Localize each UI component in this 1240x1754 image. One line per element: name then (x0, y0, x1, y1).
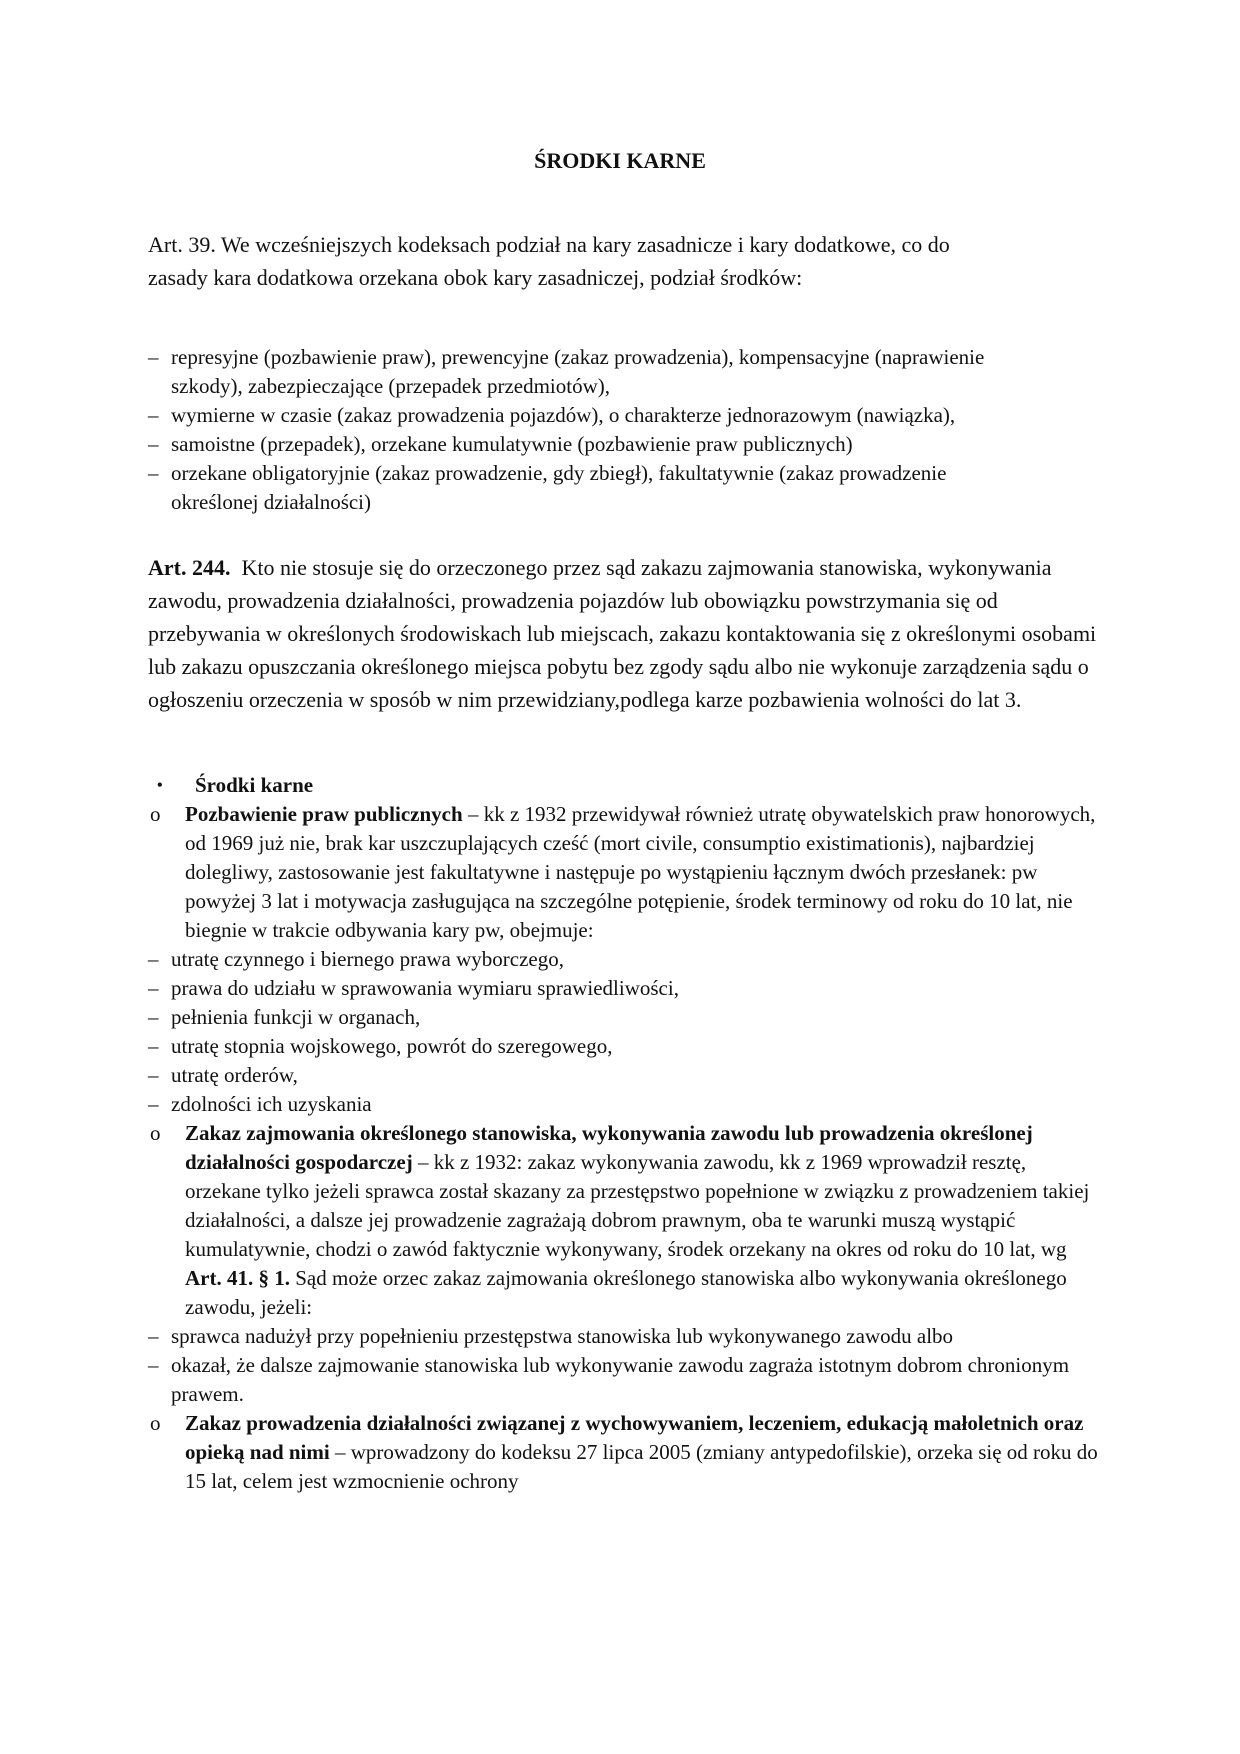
sub-list-item: – pełnienia funkcji w organach, (148, 1005, 421, 1029)
dash-marker: – (148, 403, 159, 427)
dash-marker: – (148, 461, 159, 485)
article-244-paragraph (148, 551, 1098, 716)
bullet-icon: • (157, 777, 163, 794)
intro-line-1: Art. 39. We wcześniejszych kodeksach podział na kary zasadnicze i kary dodatkowe, co do (148, 232, 950, 257)
penal-measures-section (148, 771, 1098, 1496)
article-244-label: Art. 244. (148, 555, 231, 580)
section-heading: • Środki karne (148, 771, 1098, 800)
circle-marker-icon: o (150, 1411, 161, 1435)
sub-list-item: – prawa do udziału w sprawowania wymiaru sprawiedliwości, (148, 976, 679, 1000)
measure-item-occupation-ban (148, 1119, 1098, 1322)
intro-line-2: zasady kara dodatkowa orzekana obok kary zasadniczej, podział środków: (148, 265, 803, 290)
dash-marker: – (148, 345, 159, 369)
sub-list-item: – zdolności ich uzyskania (148, 1092, 372, 1116)
measure-text: – wprowadzony do kodeksu 27 lipca 2005 (zmiany antypedofilskie), orzeka się od roku do 15 lat, celem jest wzmocnienie ochrony (185, 1440, 1098, 1493)
list-item: – wymierne w czasie (zakaz prowadzenia pojazdów), o charakterze jednorazowym (nawiązka), (148, 401, 1028, 430)
measure-heading: Pozbawienie praw publicznych (185, 802, 463, 826)
division-list (148, 343, 1028, 517)
measure-text: – kk z 1932 przewidywał również utratę obywatelskich praw honorowych, od 1969 już nie, brak kar uszczuplających cześć (mort civile, consumptio existimationis), najbardziej dolegliwy, zastosowanie jest fakultatywne i następuje po wystąpieniu łącznym dwóch przesłanek: pw powyżej 3 lat i motywacja zasługująca na szczególne potępienie, środek terminowy od roku do 10 lat, nie biegnie w trakcie odbywania kary pw, obejmuje: (185, 802, 1096, 942)
intro-paragraph (148, 228, 1108, 294)
circle-marker-icon: o (150, 802, 161, 826)
page-title: ŚRODKI KARNE (534, 148, 706, 173)
article-244-text: Kto nie stosuje się do orzeczonego przez sąd zakazu zajmowania stanowiska, wykonywania zawodu, prowadzenia działalności, prowadzenia pojazdów lub obowiązku powstrzymania się od przebywania w określonych środowiskach lub miejscach, zakazu kontaktowania się z określonymi osobami lub zakazu opuszczania określonego miejsca pobytu bez zgody sądu albo nie wykonuje zarządzenia sądu o ogłoszeniu orzeczenia w sposób w nim przewidziany,podlega karze pozbawienia wolności do lat 3. (148, 555, 1097, 712)
list-item: – represyjne (pozbawienie praw), prewencyjne (zakaz prowadzenia), kompensacyjne (naprawienie szkody), zabezpieczające (przepadek przedmiotów), (148, 345, 985, 398)
measure-item-public-rights (148, 800, 1098, 945)
sub-list-item: – utratę czynnego i biernego prawa wyborczego, (148, 947, 564, 971)
sub-list-item: – utratę stopnia wojskowego, powrót do szeregowego, (148, 1034, 613, 1058)
dash-marker: – (148, 432, 159, 456)
circle-marker-icon: o (150, 1121, 161, 1145)
measure-text: – kk z 1932: zakaz wykonywania zawodu, kk z 1969 wprowadził resztę, orzekane tylko jeżeli sprawca został skazany za przestępstwo popełnione w związku z prowadzeniem takiej działalności, a dalsze jej prowadzenie zagrażają dobrom prawnym, oba te warunki muszą wystąpić kumulatywnie, chodzi o zawód faktycznie wykonywany, środek orzekany na okres od roku do 10 lat, wg (185, 1150, 1090, 1261)
article-41-reference: Art. 41. § 1. (185, 1266, 290, 1290)
list-item: – orzekane obligatoryjnie (zakaz prowadzenie, gdy zbiegł), fakultatywnie (zakaz prowadzenie określonej działalności) (148, 461, 947, 514)
sub-list-item: – utratę orderów, (148, 1063, 298, 1087)
measure-heading: Zakaz zajmowania określonego stanowiska, wykonywania zawodu lub prowadzenia określonej działalności gospodarczej (185, 1121, 1033, 1174)
list-item: – samoistne (przepadek), orzekane kumulatywnie (pozbawienie praw publicznych) (148, 430, 1028, 459)
measure-text-continued: Sąd może orzec zakaz zajmowania określonego stanowiska albo wykonywania określonego zawodu, jeżeli: (185, 1266, 1067, 1319)
sub-list-item: – sprawca nadużył przy popełnieniu przestępstwa stanowiska lub wykonywanego zawodu albo (148, 1324, 954, 1348)
measure-item-minors-activity-ban (148, 1409, 1098, 1496)
sub-list-item: – okazał, że dalsze zajmowanie stanowiska lub wykonywanie zawodu zagraża istotnym dobrom chronionym prawem. (148, 1353, 1070, 1406)
measure-heading: Zakaz prowadzenia działalności związanej z wychowywaniem, leczeniem, edukacją małoletnich oraz opieką nad nimi (185, 1411, 1084, 1464)
